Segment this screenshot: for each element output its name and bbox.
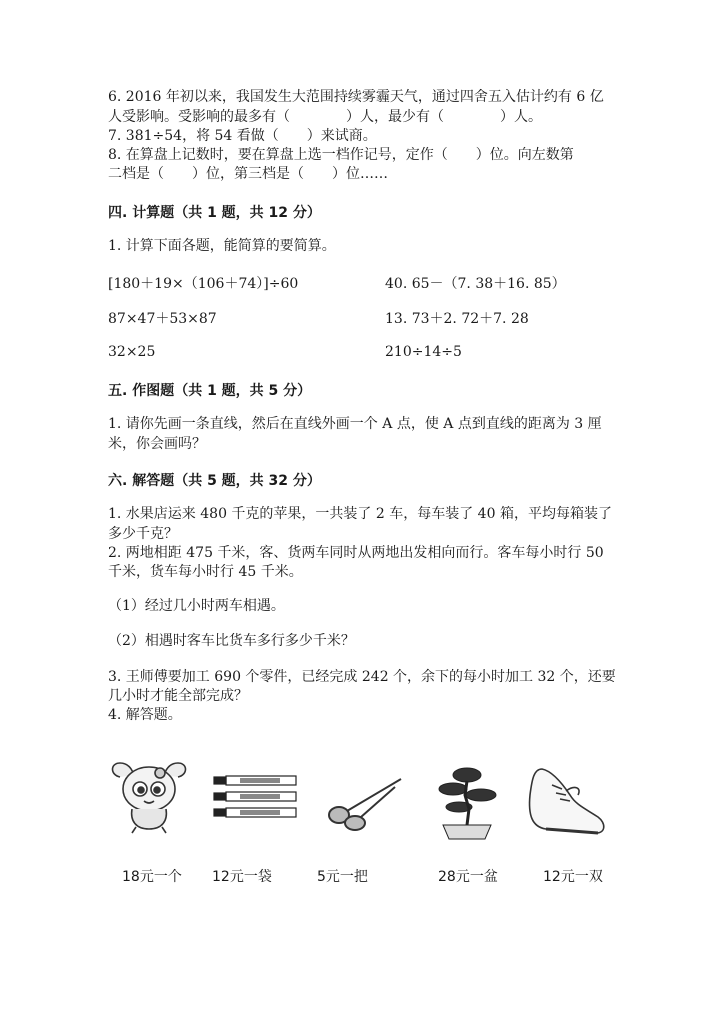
calc-instruction: 1. 计算下面各题，能简算的要简算。 xyxy=(108,238,336,254)
calc-problem: 210÷14÷5 xyxy=(385,344,462,360)
q8-line2: 二档是（ ）位，第三档是（ ）位…… xyxy=(108,166,388,182)
q7: 7. 381÷54，将 54 看做（ ）来试商。 xyxy=(108,128,377,144)
draw-q1-line1: 1. 请你先画一条直线，然后在直线外画一个 A 点，使 A 点到直线的距离为 3 厘 xyxy=(108,416,602,432)
calc-problem: 40. 65－（7. 38＋16. 85） xyxy=(385,276,566,292)
calc-problem: [180＋19×（106＋74）]÷60 xyxy=(108,276,299,292)
toy-dog-icon xyxy=(108,755,190,835)
price-label: 12元一双 xyxy=(543,869,603,885)
word-q1-line1: 1. 水果店运来 480 千克的苹果，一共装了 2 车，每车装了 40 箱，平均每箱装了 xyxy=(108,506,612,522)
calc-problem: 87×47＋53×87 xyxy=(108,311,217,327)
markers-icon xyxy=(212,770,302,826)
word-q3-line2: 几小时才能全部完成？ xyxy=(108,688,248,704)
shoe-icon xyxy=(522,765,608,835)
word-q2-sub1: （1）经过几小时两车相遇。 xyxy=(108,598,285,614)
q8-line1: 8. 在算盘上记数时，要在算盘上选一档作记号，定作（ ）位。向左数第 xyxy=(108,147,574,163)
price-label: 28元一盆 xyxy=(438,869,498,885)
scissors-icon xyxy=(325,775,405,833)
word-q2-sub2: （2）相遇时客车比货车多行多少千米？ xyxy=(108,633,355,649)
word-q4: 4. 解答题。 xyxy=(108,707,182,723)
q6-line2: 人受影响。受影响的最多有（ ）人，最少有（ ）人。 xyxy=(108,109,542,125)
draw-q1-line2: 米，你会画吗？ xyxy=(108,436,206,452)
q6-line1: 6. 2016 年初以来，我国发生大范围持续雾霾天气，通过四舍五入估计约有 6 亿 xyxy=(108,89,604,105)
section4-heading: 四. 计算题（共 1 题，共 12 分） xyxy=(108,205,321,221)
price-label: 5元一把 xyxy=(317,869,368,885)
calc-problem: 13. 73＋2. 72＋7. 28 xyxy=(385,311,529,327)
section5-heading: 五. 作图题（共 1 题，共 5 分） xyxy=(108,383,312,399)
word-q1-line2: 多少千克？ xyxy=(108,526,178,542)
bonsai-icon xyxy=(435,765,500,843)
price-label: 18元一个 xyxy=(122,869,182,885)
price-label: 12元一袋 xyxy=(212,869,272,885)
section6-heading: 六. 解答题（共 5 题，共 32 分） xyxy=(108,473,321,489)
word-q2-line2: 千米，货车每小时行 45 千米。 xyxy=(108,564,303,580)
calc-problem: 32×25 xyxy=(108,344,156,360)
word-q3-line1: 3. 王师傅要加工 690 个零件，已经完成 242 个，余下的每小时加工 32 个，还要 xyxy=(108,669,616,685)
word-q2-line1: 2. 两地相距 475 千米，客、货两车同时从两地出发相向而行。客车每小时行 50 xyxy=(108,545,604,561)
